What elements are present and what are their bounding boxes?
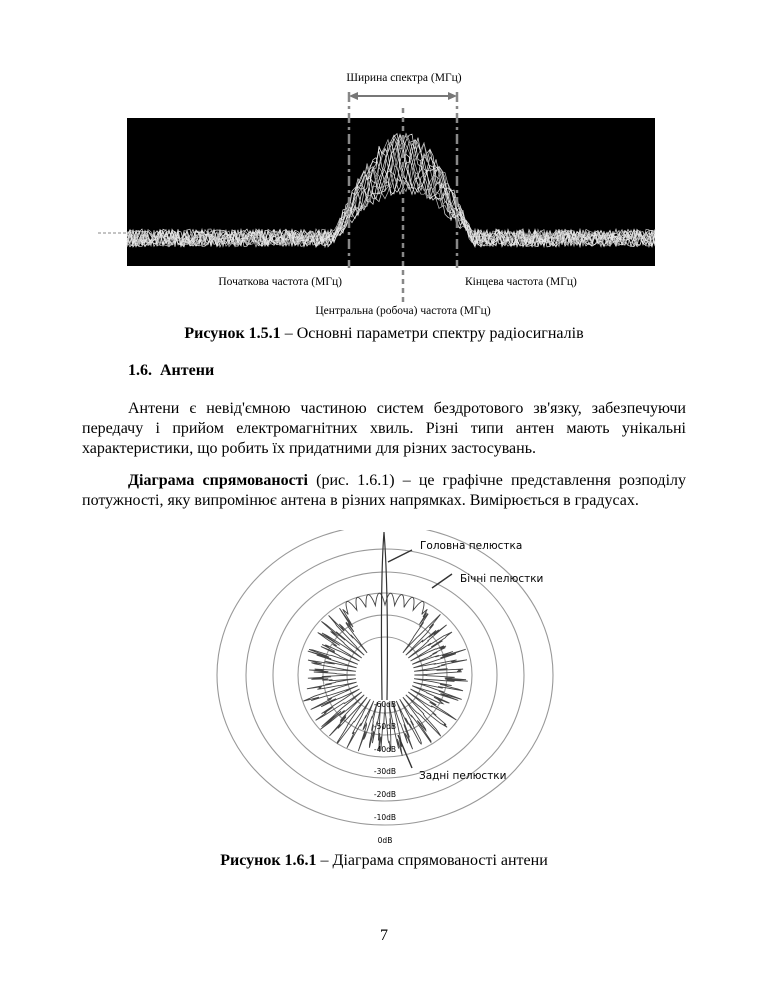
section-heading <box>128 362 214 380</box>
page-number: 7 <box>380 927 388 944</box>
caption-number: Рисунок 1.6.1 <box>220 852 317 869</box>
radiation-pattern-curve <box>303 593 467 756</box>
bandwidth-arrow-left-head <box>349 92 358 100</box>
caption-text: – Діаграма спрямованості антени <box>316 852 548 869</box>
back-lobes-pointer <box>398 735 412 768</box>
db-label: -10dB <box>373 813 397 822</box>
bandwidth-arrow-right-head <box>448 92 457 100</box>
side-lobes-label: Бічні пелюстки <box>460 573 544 585</box>
db-scale <box>374 700 396 845</box>
db-label: -30dB <box>373 767 397 776</box>
main-lobe-pointer <box>388 550 412 562</box>
center-frequency-label: Центральна (робоча) частота (МГц) <box>315 305 491 317</box>
paragraph-text: Антени є невід'ємною частиною систем бездротового зв'язку, забезпечуючи передачу і прийом електромагнітних хвиль. Різні типи антен мають унікальні характеристики, що робить їх придатними для різних застосувань. <box>82 400 686 457</box>
db-label: 0dB <box>377 836 393 845</box>
paragraph-antennas <box>82 399 686 459</box>
bandwidth-label: Ширина спектра (МГц) <box>346 72 462 84</box>
spectrum-figure <box>0 0 768 310</box>
db-label: -60dB <box>373 700 397 709</box>
term-radiation-pattern: Діаграма спрямованості <box>128 472 308 489</box>
paragraph-text: (рис. 1.6.1) – це графічне представлення розподілу потужності, яку випромінює антена в різних напрямках. Вимірюється в градусах. <box>82 472 687 509</box>
main-lobe <box>381 532 387 700</box>
radiation-pattern-figure <box>0 530 768 850</box>
section-title: Антени <box>160 362 215 379</box>
db-label: -40dB <box>373 745 397 754</box>
db-label: -50dB <box>373 722 397 731</box>
back-lobes-label: Задні пелюстки <box>419 770 507 782</box>
figure-caption-1-6-1 <box>0 852 768 870</box>
start-frequency-label: Початкова частота (МГц) <box>218 276 342 288</box>
db-label: -20dB <box>373 790 397 799</box>
figure-caption-1-5-1 <box>0 325 768 343</box>
main-lobe-label: Головна пелюстка <box>420 540 523 552</box>
caption-number: Рисунок 1.5.1 <box>184 325 281 342</box>
section-number: 1.6. <box>128 362 152 379</box>
end-frequency-label: Кінцева частота (МГц) <box>465 276 577 288</box>
paragraph-radiation-pattern <box>82 471 686 511</box>
caption-text: – Основні параметри спектру радіосигналів <box>280 325 584 342</box>
